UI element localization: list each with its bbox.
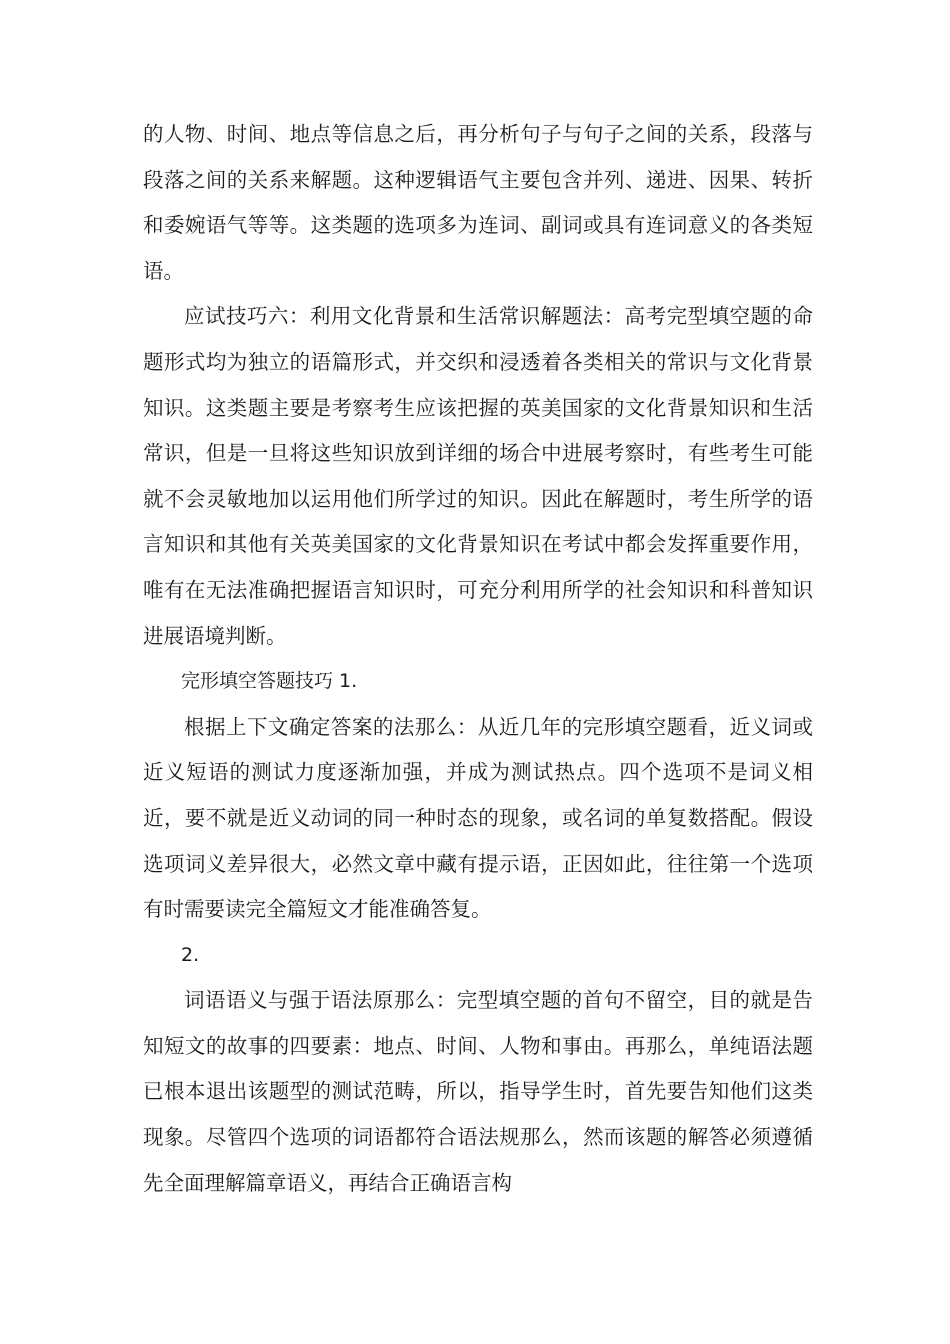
section-number-2: 2. bbox=[181, 943, 200, 966]
paragraph-context-rule: 根据上下文确定答案的法那么：从近几年的完形填空题看，近义词或近义短语的测试力度逐渐加强，并成为测试热点。四个选项不是词义相近，要不就是近义动词的同一种时态的现象，或名词的单复数搭配。假设选项词义差异很大，必然文章中藏有提示语，正因如此，往往第一个选项有时需要读完全篇短文才能准确答复。 bbox=[143, 714, 813, 922]
paragraph-technique-six: 应试技巧六：利用文化背景和生活常识解题法：高考完型填空题的命题形式均为独立的语篇形式，并交织和浸透着各类相关的常识与文化背景知识。这类题主要是考察考生应该把握的英美国家的文化背景知识和生活常识，但是一旦将这些知识放到详细的场合中进展考察时，有些考生可能就不会灵敏地加以运用他们所学过的知识。因此在解题时，考生所学的语言知识和其他有关英美国家的文化背景知识在考试中都会发挥重要作用，唯有在无法准确把握语言知识时，可充分利用所学的社会知识和科普知识进展语境判断。 bbox=[143, 304, 813, 648]
section-heading-cloze-tips: 完形填空答题技巧 1. bbox=[181, 670, 358, 693]
paragraph-semantic-rule: 词语语义与强于语法原那么：完型填空题的首句不留空，目的就是告知短文的故事的四要素：地点、时间、人物和事由。再那么，单纯语法题已根本退出该题型的测试范畴，所以，指导学生时，首先要告知他们这类现象。尽管四个选项的词语都符合语法规那么，然而该题的解答必须遵循先全面理解篇章语义，再结合正确语言构 bbox=[143, 988, 813, 1195]
document-body bbox=[143, 112, 813, 1206]
paragraph-continuation: 的人物、时间、地点等信息之后，再分析句子与句子之间的关系，段落与段落之间的关系来解题。这种逻辑语气主要包含并列、递进、因果、转折和委婉语气等等。这类题的选项多为连词、副词或具有连词意义的各类短语。 bbox=[143, 122, 813, 283]
